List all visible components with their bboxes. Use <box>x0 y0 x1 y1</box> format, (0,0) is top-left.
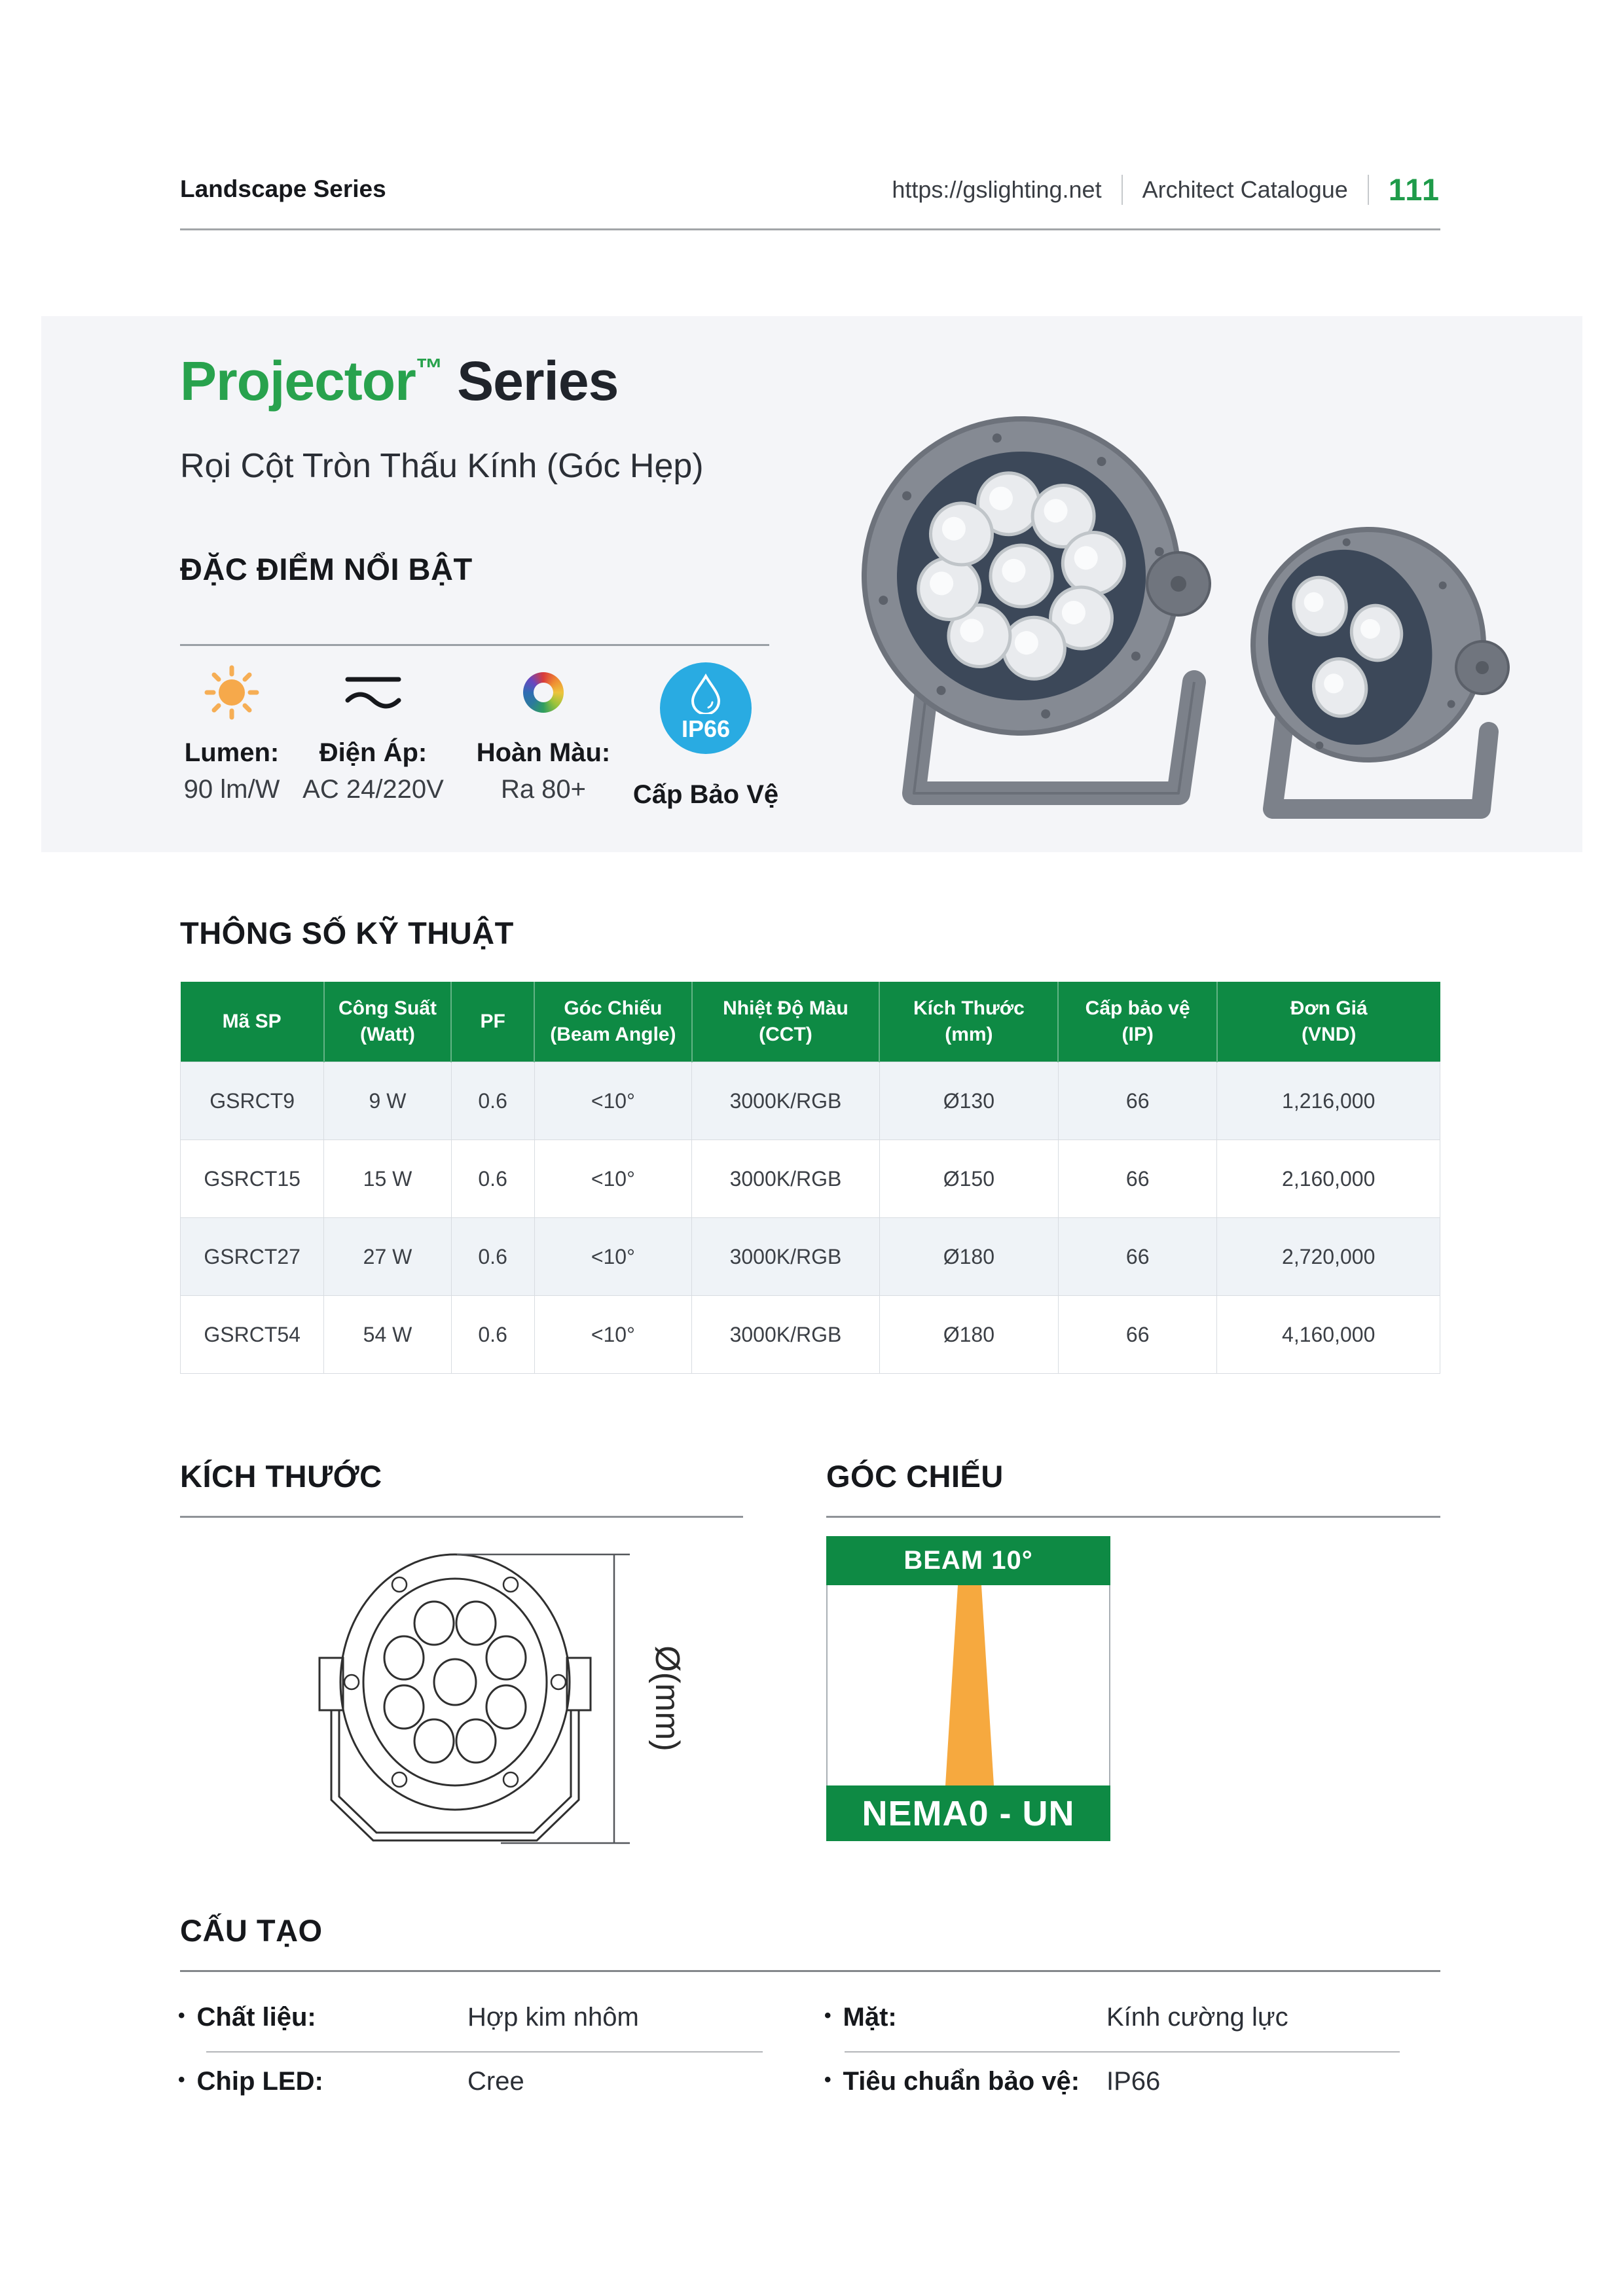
header-divider <box>1368 175 1369 205</box>
dimensions-rule <box>180 1516 743 1518</box>
construction-divider <box>845 2051 1400 2053</box>
cell-pf: 0.6 <box>451 1218 534 1296</box>
header-rule <box>180 228 1440 230</box>
feature-label: Điện Áp: <box>319 738 428 767</box>
catalogue-name: Architect Catalogue <box>1142 175 1348 203</box>
feature-cri <box>452 656 635 804</box>
cell-size: Ø180 <box>879 1218 1058 1296</box>
table-row <box>181 1296 1440 1374</box>
features-heading: ĐẶC ĐIỂM NỔI BẬT <box>180 552 473 586</box>
beam-heading: GÓC CHIẾU <box>826 1459 1004 1494</box>
table-row <box>181 1140 1440 1218</box>
specs-table <box>180 982 1440 1374</box>
feature-value: Cấp Bảo Vệ <box>632 780 779 809</box>
beam-angle-box <box>826 1536 1110 1841</box>
cell-size: Ø150 <box>879 1140 1058 1218</box>
feature-ip66 <box>614 656 797 813</box>
cell-watt: 27 W <box>324 1218 451 1296</box>
construction-value: Cree <box>467 2067 524 2096</box>
dimensions-heading: KÍCH THƯỚC <box>180 1459 382 1494</box>
construction-value: IP66 <box>1106 2067 1161 2096</box>
dimension-drawing <box>282 1538 687 1865</box>
beam-nema-label: NEMA0 - UN <box>826 1785 1110 1841</box>
col-header-pf: PF <box>451 982 534 1062</box>
cell-watt: 15 W <box>324 1140 451 1218</box>
cell-watt: 9 W <box>324 1062 451 1140</box>
cell-cct: 3000K/RGB <box>692 1140 880 1218</box>
feature-value: 90 lm/W <box>183 775 280 804</box>
cell-beam: <10° <box>534 1062 692 1140</box>
cell-price: 2,720,000 <box>1217 1218 1440 1296</box>
cell-price: 1,216,000 <box>1217 1062 1440 1140</box>
cell-sku: GSRCT15 <box>181 1140 324 1218</box>
header-series-title: Landscape Series <box>180 175 386 202</box>
feature-value: Ra 80+ <box>500 775 587 804</box>
cell-beam: <10° <box>534 1296 692 1374</box>
product-photo <box>812 340 1512 838</box>
ip66-badge <box>660 662 752 754</box>
table-row <box>181 1218 1440 1296</box>
page-number: 111 <box>1388 172 1440 207</box>
construction-rule <box>180 1970 1440 1972</box>
cell-beam: <10° <box>534 1218 692 1296</box>
beam-rule <box>826 1516 1440 1518</box>
cell-sku: GSRCT54 <box>181 1296 324 1374</box>
beam-cone-icon <box>828 1585 1109 1785</box>
water-droplet-icon <box>689 673 723 714</box>
features-rule <box>180 644 769 646</box>
cell-price: 4,160,000 <box>1217 1296 1440 1374</box>
table-row <box>181 1062 1440 1140</box>
cell-ip: 66 <box>1058 1296 1216 1374</box>
cell-sku: GSRCT9 <box>181 1062 324 1140</box>
specs-heading: THÔNG SỐ KỸ THUẬT <box>180 916 514 950</box>
col-header-ip: Cấp bảo vệ (IP) <box>1058 982 1216 1062</box>
beam-diagram <box>826 1585 1110 1785</box>
product-subtitle: Rọi Cột Tròn Thấu Kính (Góc Hẹp) <box>180 447 704 485</box>
cell-price: 2,160,000 <box>1217 1140 1440 1218</box>
sun-icon <box>203 664 261 721</box>
trademark-symbol: ™ <box>415 353 443 384</box>
beam-angle-header: BEAM 10° <box>826 1536 1110 1585</box>
col-header-cct: Nhiệt Độ Màu (CCT) <box>692 982 880 1062</box>
product-title <box>180 350 618 413</box>
feature-label: Hoàn Màu: <box>476 738 611 767</box>
construction-label: • Mặt: <box>824 2003 897 2032</box>
cell-watt: 54 W <box>324 1296 451 1374</box>
cell-size: Ø180 <box>879 1296 1058 1374</box>
cell-pf: 0.6 <box>451 1140 534 1218</box>
cell-ip: 66 <box>1058 1062 1216 1140</box>
cell-cct: 3000K/RGB <box>692 1296 880 1374</box>
ip66-badge-text: IP66 <box>681 715 731 742</box>
diameter-label: Ø(mm) <box>648 1645 686 1751</box>
construction-divider <box>206 2051 763 2053</box>
header-divider <box>1122 175 1123 205</box>
construction-value: Kính cường lực <box>1106 2003 1288 2032</box>
website-link[interactable]: https://gslighting.net <box>892 175 1102 203</box>
col-header-cong-suat: Công Suất (Watt) <box>324 982 451 1062</box>
cell-ip: 66 <box>1058 1218 1216 1296</box>
feature-label: Lumen: <box>184 738 280 767</box>
color-wheel-icon <box>523 672 564 713</box>
construction-value: Hợp kim nhôm <box>467 2003 639 2032</box>
col-header-ma-sp: Mã SP <box>181 982 324 1062</box>
feature-value: AC 24/220V <box>302 775 444 804</box>
cell-size: Ø130 <box>879 1062 1058 1140</box>
col-header-don-gia: Đơn Giá (VND) <box>1217 982 1440 1062</box>
cell-pf: 0.6 <box>451 1296 534 1374</box>
construction-label: • Tiêu chuẩn bảo vệ: <box>824 2067 1080 2096</box>
construction-heading: CẤU TẠO <box>180 1913 323 1948</box>
cell-pf: 0.6 <box>451 1062 534 1140</box>
feature-voltage <box>282 656 465 804</box>
product-title-main: Projector <box>180 350 416 412</box>
cell-beam: <10° <box>534 1140 692 1218</box>
construction-label: • Chip LED: <box>178 2067 323 2096</box>
construction-label: • Chất liệu: <box>178 2003 316 2032</box>
cell-sku: GSRCT27 <box>181 1218 324 1296</box>
cell-cct: 3000K/RGB <box>692 1062 880 1140</box>
col-header-goc-chieu: Góc Chiếu (Beam Angle) <box>534 982 692 1062</box>
cell-cct: 3000K/RGB <box>692 1218 880 1296</box>
product-title-suffix: Series <box>442 350 619 412</box>
cell-ip: 66 <box>1058 1140 1216 1218</box>
col-header-kich-thuoc: Kích Thước (mm) <box>879 982 1058 1062</box>
header-right-group <box>822 171 1440 207</box>
ac-voltage-icon <box>344 672 403 713</box>
specs-header-row <box>181 982 1440 1062</box>
